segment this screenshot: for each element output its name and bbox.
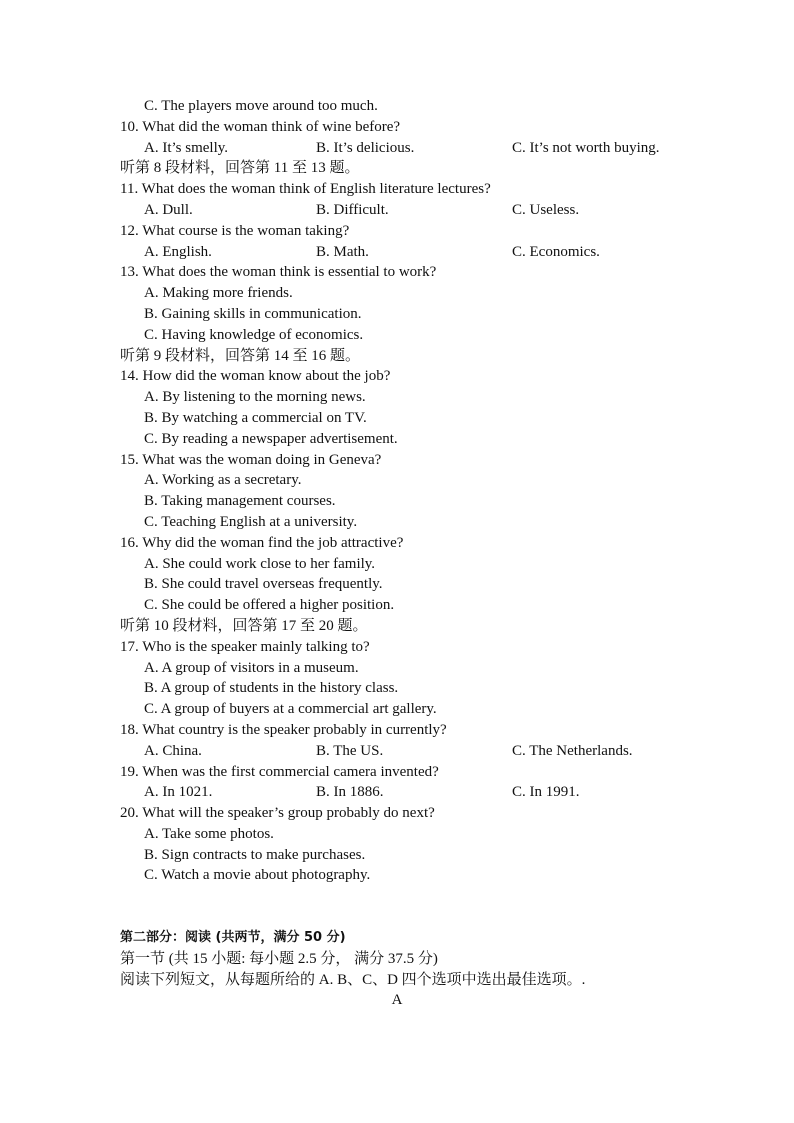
options-row	[120, 782, 720, 803]
option-line: A. A group of visitors in a museum.	[144, 659, 359, 676]
option-line: B. Taking management courses.	[144, 493, 336, 510]
option-line: B. A group of students in the history class.	[144, 680, 399, 697]
option-b: B. It’s delicious.	[316, 139, 415, 156]
option-c: C. The Netherlands.	[512, 742, 633, 759]
question: 15. What was the woman doing in Geneva?	[120, 451, 382, 468]
section-instruction: 听第 10 段材料，回答第 17 至 20 题。	[120, 617, 368, 634]
option-line: A. She could work close to her family.	[144, 555, 376, 572]
option-c: C. In 1991.	[512, 784, 580, 801]
question: 19. When was the first commercial camera invented?	[120, 763, 439, 780]
option-c: C. It’s not worth buying.	[512, 139, 660, 156]
listening-questions	[120, 96, 720, 886]
question: 10. What did the woman think of wine before?	[120, 118, 401, 135]
option-a: A. English.	[144, 243, 212, 260]
option-line: B. Sign contracts to make purchases.	[144, 846, 366, 863]
part-two-title: 第二部分：阅读 (共两节，满分 50 分)	[120, 930, 346, 945]
option-line: B. By watching a commercial on TV.	[144, 409, 367, 426]
option-line: C. Teaching English at a university.	[144, 513, 358, 530]
passage-letter: A	[391, 992, 403, 1009]
options-row	[120, 741, 720, 762]
option-line: A. Take some photos.	[144, 825, 274, 842]
option-line: C. Watch a movie about photography.	[144, 867, 371, 884]
option-line: A. Working as a secretary.	[144, 472, 302, 489]
question: 14. How did the woman know about the job?	[120, 368, 391, 385]
options-row	[120, 138, 720, 159]
option-b: B. Difficult.	[316, 201, 389, 218]
option-a: A. China.	[144, 742, 202, 759]
section-one-info: 第一节 (共 15 小题: 每小题 2.5 分， 满分 37.5 分)	[120, 950, 438, 967]
option-b: B. Math.	[316, 243, 369, 260]
reading-part-header	[120, 928, 720, 1011]
option-a: A. It’s smelly.	[144, 139, 229, 156]
options-row	[120, 242, 720, 263]
question: 18. What country is the speaker probably in currently?	[120, 721, 447, 738]
question: 16. Why did the woman find the job attractive?	[120, 534, 404, 551]
option-line: C. She could be offered a higher position.	[144, 597, 395, 614]
option-c: C. Economics.	[512, 243, 600, 260]
option-line: C. The players move around too much.	[144, 98, 378, 114]
options-row	[120, 200, 720, 221]
question: 12. What course is the woman taking?	[120, 222, 350, 239]
reading-instruction: 阅读下列短文，从每题所给的 A. B、C、D 四个选项中选出最佳选项。.	[120, 971, 586, 988]
option-line: C. A group of buyers at a commercial art gallery.	[144, 701, 437, 718]
question: 11. What does the woman think of English literature lectures?	[120, 181, 491, 198]
option-line: B. She could travel overseas frequently.	[144, 576, 383, 593]
option-line: C. Having knowledge of economics.	[144, 326, 364, 343]
option-b: B. In 1886.	[316, 784, 384, 801]
question: 13. What does the woman think is essential to work?	[120, 264, 437, 281]
option-c: C. Useless.	[512, 201, 580, 218]
question: 17. Who is the speaker mainly talking to?	[120, 638, 370, 655]
option-line: B. Gaining skills in communication.	[144, 305, 362, 322]
option-b: B. The US.	[316, 742, 384, 759]
option-line: C. By reading a newspaper advertisement.	[144, 430, 398, 447]
option-a: A. Dull.	[144, 201, 193, 218]
section-instruction: 听第 9 段材料，回答第 14 至 16 题。	[120, 347, 361, 364]
option-line: A. Making more friends.	[144, 285, 293, 302]
option-line: A. By listening to the morning news.	[144, 389, 366, 406]
question: 20. What will the speaker’s group probably do next?	[120, 805, 435, 822]
section-instruction: 听第 8 段材料，回答第 11 至 13 题。	[120, 160, 360, 177]
option-a: A. In 1021.	[144, 784, 213, 801]
